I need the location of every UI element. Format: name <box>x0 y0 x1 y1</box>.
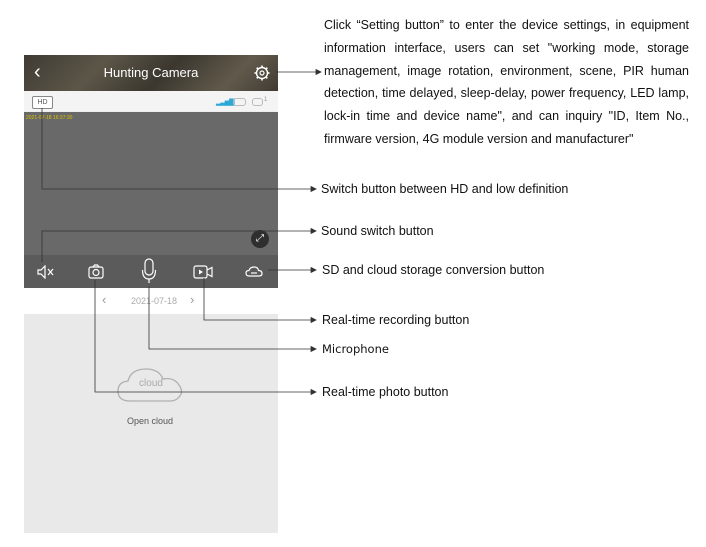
date-label: 2021-07-18 <box>130 296 178 306</box>
callout-photo: Real-time photo button <box>322 385 449 399</box>
hd-toggle-button[interactable]: HD <box>32 96 53 109</box>
app-title: Hunting Camera <box>103 65 199 80</box>
callout-recording: Real-time recording button <box>322 313 470 327</box>
settings-description: Click “Setting button” to enter the device settings, in equipment information interface, users can set "working mode, storage management, image rotation, environment, scene, PIR human detection, time delayed, sleep-delay, power frequency, LED lamp, lock-in time and device name", and can inquiry "ID, Item No., firmware version, 4G module version and manufacturer" <box>324 18 689 146</box>
callout-storage: SD and cloud storage conversion button <box>322 263 545 277</box>
chevron-left-icon[interactable]: ‹ <box>102 292 107 307</box>
callout-sound: Sound switch button <box>321 224 434 238</box>
signal-icon: ▂▃▅▇ <box>216 99 234 106</box>
callout-hd: Switch button between HD and low definition <box>321 182 569 196</box>
back-icon[interactable]: ‹ <box>34 61 41 83</box>
callout-microphone: Microphone <box>322 342 389 356</box>
chevron-right-icon[interactable]: › <box>190 292 195 307</box>
cloud-label: cloud <box>139 378 163 389</box>
fullscreen-icon[interactable]: ⤢ <box>251 230 269 248</box>
video-timestamp: 2021-07-18 16:37:30 <box>26 115 73 121</box>
battery-value: 1 <box>264 97 268 103</box>
open-cloud-button[interactable]: Open cloud <box>126 416 174 426</box>
